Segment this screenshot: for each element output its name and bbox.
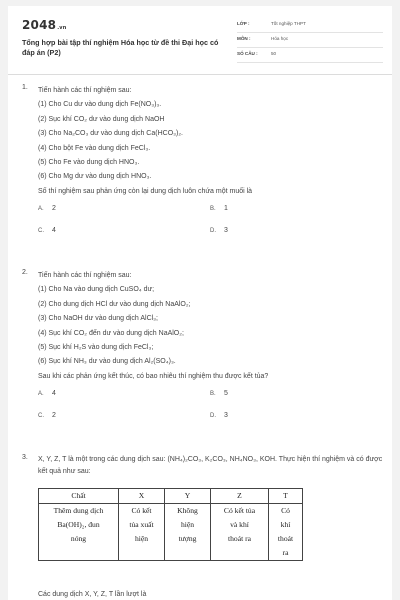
- cell-line: và khí: [230, 520, 249, 529]
- question-body: [38, 269, 384, 434]
- question-line: Tiến hành các thí nghiệm sau:: [38, 272, 132, 279]
- meta-row-count: [237, 48, 383, 63]
- option-letter: D.: [210, 228, 216, 235]
- meta-row-class: [237, 18, 383, 33]
- meta-value: Hóa học: [271, 36, 289, 41]
- option-text: 3: [224, 412, 228, 420]
- site-logo[interactable]: [22, 18, 67, 32]
- question-line: (6) Sục khí NH₃ dư vào dung dịch Al₂(SO₄)₃.: [38, 358, 176, 366]
- title-line-1: Tổng hợp bài tập thí nghiệm Hóa học từ đề thi Đại học có: [22, 38, 219, 47]
- question-body: [38, 84, 384, 249]
- meta-row-subject: [237, 33, 383, 48]
- option-text: 4: [52, 390, 56, 398]
- option-letter: D.: [210, 413, 216, 420]
- question-number: 3.: [22, 454, 28, 461]
- question-line: (6) Cho Mg dư vào dung dịch HNO₃.: [38, 173, 152, 181]
- cell-line: khí: [280, 520, 291, 529]
- option-a[interactable]: [38, 205, 56, 212]
- option-text: 1: [224, 205, 228, 213]
- answer-options: [38, 227, 384, 249]
- cell-line: Có kết tủa: [223, 506, 256, 515]
- option-letter: C.: [38, 413, 44, 420]
- table-header-row: [39, 489, 303, 504]
- option-b[interactable]: [210, 205, 228, 212]
- meta-value: 50: [271, 51, 277, 56]
- cell-line: thoát ra: [228, 534, 251, 543]
- title-line-2: đáp án (P2): [22, 48, 61, 57]
- table-cell: [269, 504, 303, 561]
- table-header: Y: [165, 489, 211, 504]
- answer-options: [38, 412, 384, 434]
- option-text: 4: [52, 227, 56, 235]
- meta-key: LỚP :: [237, 21, 250, 26]
- cell-line: nóng: [70, 534, 87, 543]
- question-closing: Các dung dịch X, Y, Z, T lần lượt là: [38, 591, 147, 598]
- logo-suffix: .vn: [57, 25, 67, 31]
- table-header: T: [269, 489, 303, 504]
- question-line: (1) Cho Na vào dung dịch CuSO₄ dư;: [38, 286, 155, 294]
- table-header: Z: [211, 489, 269, 504]
- cell-line: Thêm dung dịch: [53, 506, 104, 515]
- option-letter: A.: [38, 391, 44, 398]
- page-title: [22, 38, 237, 58]
- option-d[interactable]: [210, 227, 228, 234]
- question-line: Tiến hành các thí nghiệm sau:: [38, 87, 132, 94]
- table-cell: [211, 504, 269, 561]
- cell-line: thoát: [277, 534, 294, 543]
- option-letter: B.: [210, 206, 216, 213]
- cell-line: tượng: [178, 534, 197, 543]
- answer-options: [38, 390, 384, 412]
- question-line: (2) Sục khí CO₂ dư vào dung dịch NaOH: [38, 115, 165, 123]
- question-line: Sau khi các phản ứng kết thúc, có bao nhiêu thí nghiệm thu được kết tủa?: [38, 372, 269, 380]
- question-line: (2) Cho dung dịch HCl dư vào dung dịch NaAlO₂;: [38, 300, 191, 308]
- option-text: 3: [224, 227, 228, 235]
- document-meta: [237, 18, 383, 63]
- option-c[interactable]: [38, 227, 56, 234]
- cell-line: Không: [177, 506, 198, 515]
- question-line: (3) Cho NaOH dư vào dung dịch AlCl₃;: [38, 315, 158, 323]
- option-text: 2: [52, 205, 56, 213]
- option-c[interactable]: [38, 412, 56, 419]
- table-cell: [165, 504, 211, 561]
- option-a[interactable]: [38, 390, 56, 397]
- table-row: [39, 504, 303, 561]
- table-cell: [39, 504, 119, 561]
- option-letter: A.: [38, 206, 44, 213]
- cell-line: Ba(OH)₂, đun: [57, 520, 100, 529]
- table-header: Chất: [39, 489, 119, 504]
- option-b[interactable]: [210, 390, 228, 397]
- option-text: 2: [52, 412, 56, 420]
- cell-line: tủa xuất: [129, 520, 154, 529]
- question-number: 1.: [22, 84, 28, 91]
- question-line: (5) Sục khí H₂S vào dung dịch FeCl₃;: [38, 344, 154, 352]
- table-header: X: [119, 489, 165, 504]
- question-line: (1) Cho Cu dư vào dung dịch Fe(NO₃)₃.: [38, 101, 162, 109]
- document-page: [8, 6, 392, 600]
- option-d[interactable]: [210, 412, 228, 419]
- question-line: (3) Cho Na₂CO₃ dư vào dung dịch Ca(HCO₃)₂.: [38, 130, 183, 138]
- cell-line: hiện: [180, 520, 195, 529]
- meta-key: SỐ CÂU :: [237, 51, 258, 56]
- question-body: [38, 454, 384, 478]
- question-line: (5) Cho Fe vào dung dịch HNO₃.: [38, 159, 140, 167]
- question-intro: X, Y, Z, T là một trong các dung dịch sau: (NH₄)₂CO₃, K₂CO₃, NH₄NO₃, KOH. Thực hiện thí nghiệm và có được kết quả như sau:: [38, 456, 383, 475]
- header-divider: [8, 74, 392, 75]
- question-line: (4) Sục khí CO₂ đến dư vào dung dịch NaAlO₂;: [38, 329, 184, 337]
- option-text: 5: [224, 390, 228, 398]
- cell-line: ra: [282, 548, 289, 557]
- question-line: (4) Cho bột Fe vào dung dịch FeCl₃.: [38, 144, 151, 152]
- option-letter: B.: [210, 391, 216, 398]
- table-cell: [119, 504, 165, 561]
- meta-value: Tốt nghiệp THPT: [271, 21, 306, 26]
- meta-key: MÔN :: [237, 36, 251, 41]
- option-letter: C.: [38, 228, 44, 235]
- results-table: [38, 488, 303, 561]
- cell-line: hiện: [134, 534, 149, 543]
- cell-line: Có kết: [131, 506, 152, 515]
- logo-text: 2048: [22, 18, 57, 32]
- document-header: [22, 16, 384, 70]
- question-number: 2.: [22, 269, 28, 276]
- answer-options: [38, 205, 384, 227]
- cell-line: Có: [281, 506, 290, 515]
- question-line: Số thí nghiệm sau phản ứng còn lại dung dịch luôn chứa một muối là: [38, 187, 253, 195]
